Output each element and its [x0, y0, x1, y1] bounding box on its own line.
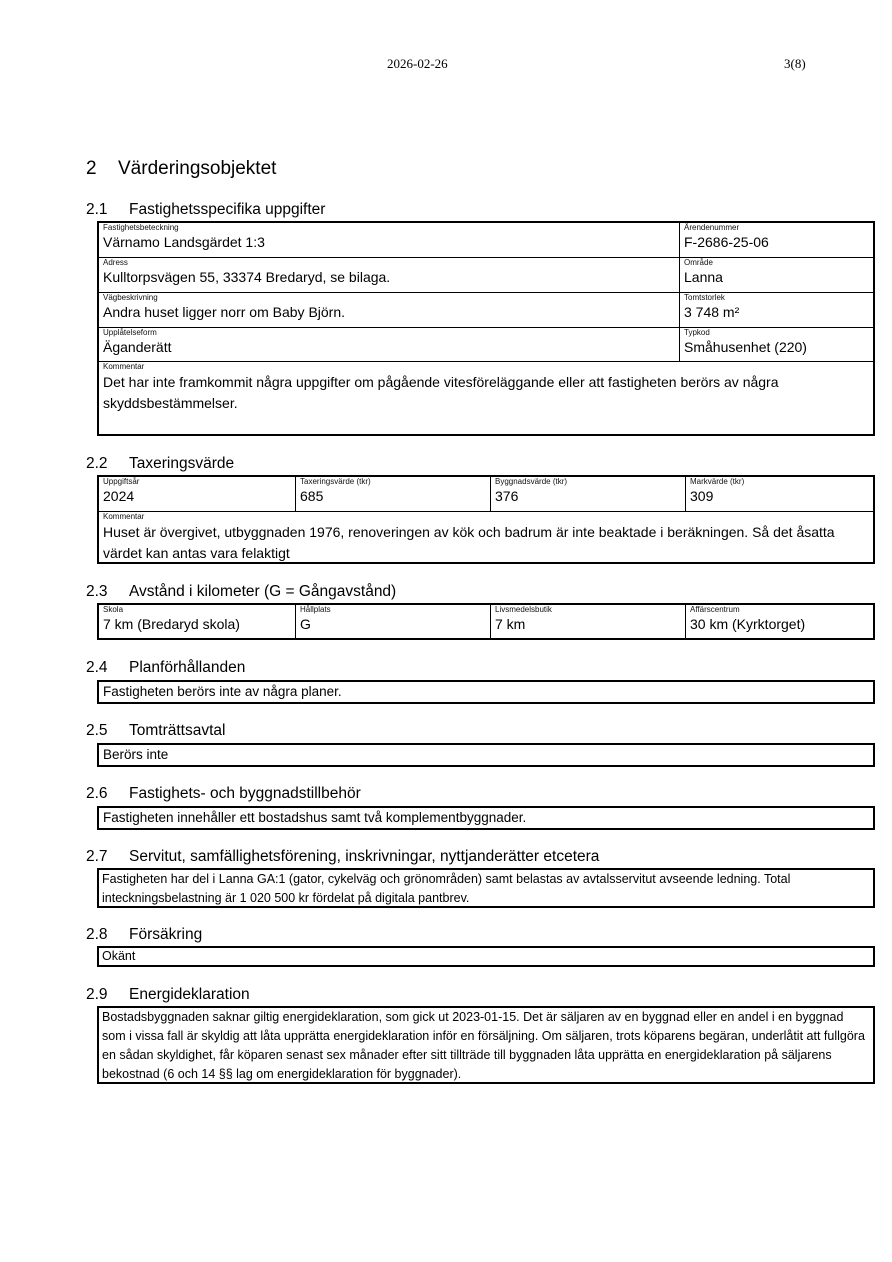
field-value: Värnamo Landsgärdet 1:3	[103, 234, 265, 250]
field-label: Tomtstorlek	[684, 293, 725, 302]
heading-2-3-number: 2.3	[86, 583, 108, 600]
heading-2-4-number: 2.4	[86, 659, 108, 676]
field-label: Område	[684, 258, 713, 267]
field-value: Lanna	[684, 269, 723, 285]
heading-2-5-title: Tomträttsavtal	[129, 722, 226, 739]
heading-2-7	[86, 848, 599, 866]
field-label: Ärendenummer	[684, 223, 740, 232]
page-number: 3(8)	[784, 56, 806, 71]
heading-2-2-number: 2.2	[86, 455, 108, 472]
heading-2-2	[86, 455, 234, 473]
assessment-year-cell	[99, 477, 295, 511]
field-label: Livsmedelsbutik	[495, 605, 552, 614]
grocery-store-cell	[490, 605, 685, 638]
field-value: 30 km (Kyrktorget)	[690, 616, 806, 632]
heading-2-9	[86, 986, 250, 1004]
distance-table	[97, 603, 875, 640]
address-cell	[99, 257, 679, 292]
field-value: Småhusenhet (220)	[684, 339, 807, 355]
field-label: Upplåtelseform	[103, 328, 157, 337]
heading-2-7-title: Servitut, samfällighetsförening, inskrivningar, nyttjanderätter etcetera	[129, 848, 600, 865]
section-title: Värderingsobjektet	[118, 158, 277, 179]
field-value: G	[300, 616, 311, 632]
field-value: 376	[495, 488, 519, 504]
header-date: 2026-02-26	[387, 56, 448, 71]
heading-2-6-title: Fastighets- och byggnadstillbehör	[129, 785, 361, 802]
easements-box: Fastigheten har del i Lanna GA:1 (gator, cykelväg och grönområden) samt belastas av avtalsservitut avseende ledning. Total inteckningsbelastning är 1 020 500 kr fördelat på digitala pantbrev.	[97, 868, 875, 908]
comment-text: Huset är övergivet, utbyggnaden 1976, renoveringen av kök och badrum är inte beaktade i beräkningen. Så det åsatta värdet kan antas vara felaktigt	[103, 524, 835, 561]
heading-2-8-number: 2.8	[86, 926, 108, 943]
heading-2-3	[86, 583, 396, 601]
bus-stop-cell	[295, 605, 490, 638]
shopping-center-cell	[685, 605, 873, 638]
field-value: 7 km	[495, 616, 526, 632]
heading-2-6	[86, 785, 361, 803]
field-value: Andra huset ligger norr om Baby Björn.	[103, 304, 346, 320]
field-label: Typkod	[684, 328, 710, 337]
heading-2-6-number: 2.6	[86, 785, 108, 802]
insurance-box: Okänt	[97, 946, 875, 967]
property-designation-cell	[99, 223, 679, 257]
heading-2-3-title: Avstånd i kilometer (G = Gångavstånd)	[129, 583, 397, 600]
field-value: 309	[690, 488, 714, 504]
section-number: 2	[86, 158, 97, 179]
case-number-cell	[679, 223, 873, 257]
field-label: Fastighetsbeteckning	[103, 223, 179, 232]
field-label: Byggnadsvärde (tkr)	[495, 477, 568, 486]
field-label: Hållplats	[300, 605, 331, 614]
field-label: Adress	[103, 258, 128, 267]
field-value: 3 748 m²	[684, 304, 740, 320]
heading-2-1-number: 2.1	[86, 201, 108, 218]
property-comment-cell	[99, 361, 873, 434]
field-value: Äganderätt	[103, 339, 172, 355]
field-value: F-2686-25-06	[684, 234, 769, 250]
planning-conditions-box: Fastigheten berörs inte av några planer.	[97, 680, 875, 704]
heading-2-7-number: 2.7	[86, 848, 108, 865]
school-cell	[99, 605, 295, 638]
field-label: Affärscentrum	[690, 605, 740, 614]
comment-text: Det har inte framkommit några uppgifter om pågående vitesföreläggande eller att fastigheten berörs av några skyddsbestämmelser.	[103, 374, 779, 411]
accessories-box: Fastigheten innehåller ett bostadshus samt två komplementbyggnader.	[97, 806, 875, 830]
building-value-cell	[490, 477, 685, 511]
field-label: Taxeringsvärde (tkr)	[300, 477, 371, 486]
tax-value-table	[97, 475, 875, 564]
field-label: Markvärde (tkr)	[690, 477, 745, 486]
plot-size-cell	[679, 292, 873, 327]
field-value: 685	[300, 488, 324, 504]
section-heading	[86, 158, 276, 180]
field-label: Uppgiftsår	[103, 477, 140, 486]
property-details-table	[97, 221, 875, 436]
comment-label: Kommentar	[103, 512, 145, 521]
field-label: Vägbeskrivning	[103, 293, 158, 302]
heading-2-9-title: Energideklaration	[129, 986, 250, 1003]
field-label: Skola	[103, 605, 124, 614]
heading-2-9-number: 2.9	[86, 986, 108, 1003]
heading-2-1	[86, 201, 325, 219]
heading-2-8	[86, 926, 202, 944]
tax-value-cell	[295, 477, 490, 511]
field-value: 7 km (Bredaryd skola)	[103, 616, 240, 632]
field-value: Kulltorpsvägen 55, 33374 Bredaryd, se bilaga.	[103, 269, 391, 285]
leasehold-box: Berörs inte	[97, 743, 875, 767]
area-cell	[679, 257, 873, 292]
heading-2-4	[86, 659, 245, 677]
comment-label: Kommentar	[103, 362, 145, 371]
tax-comment-cell	[99, 511, 873, 562]
heading-2-5-number: 2.5	[86, 722, 108, 739]
land-value-cell	[685, 477, 873, 511]
field-value: 2024	[103, 488, 135, 504]
energy-declaration-box: Bostadsbyggnaden saknar giltig energideklaration, som gick ut 2023-01-15. Det är säljaren av en byggnad eller en andel i en byggnad som i vissa fall är skyldig att låta upprätta energideklaration inför en försäljning. Om säljaren, trots köparens begäran, underlåtit att fullgöra en sådan skyldighet, får köparen senast sex månader efter sitt tillträde till byggnaden låta upprätta en energideklaration på säljarens bekostnad (6 och 14 §§ lag om energideklaration för byggnader).	[97, 1006, 875, 1084]
heading-2-8-title: Försäkring	[129, 926, 203, 943]
directions-cell	[99, 292, 679, 327]
heading-2-4-title: Planförhållanden	[129, 659, 246, 676]
heading-2-1-title: Fastighetsspecifika uppgifter	[129, 201, 326, 218]
heading-2-2-title: Taxeringsvärde	[129, 455, 235, 472]
tenure-cell	[99, 327, 679, 361]
heading-2-5	[86, 722, 225, 740]
type-code-cell	[679, 327, 873, 361]
